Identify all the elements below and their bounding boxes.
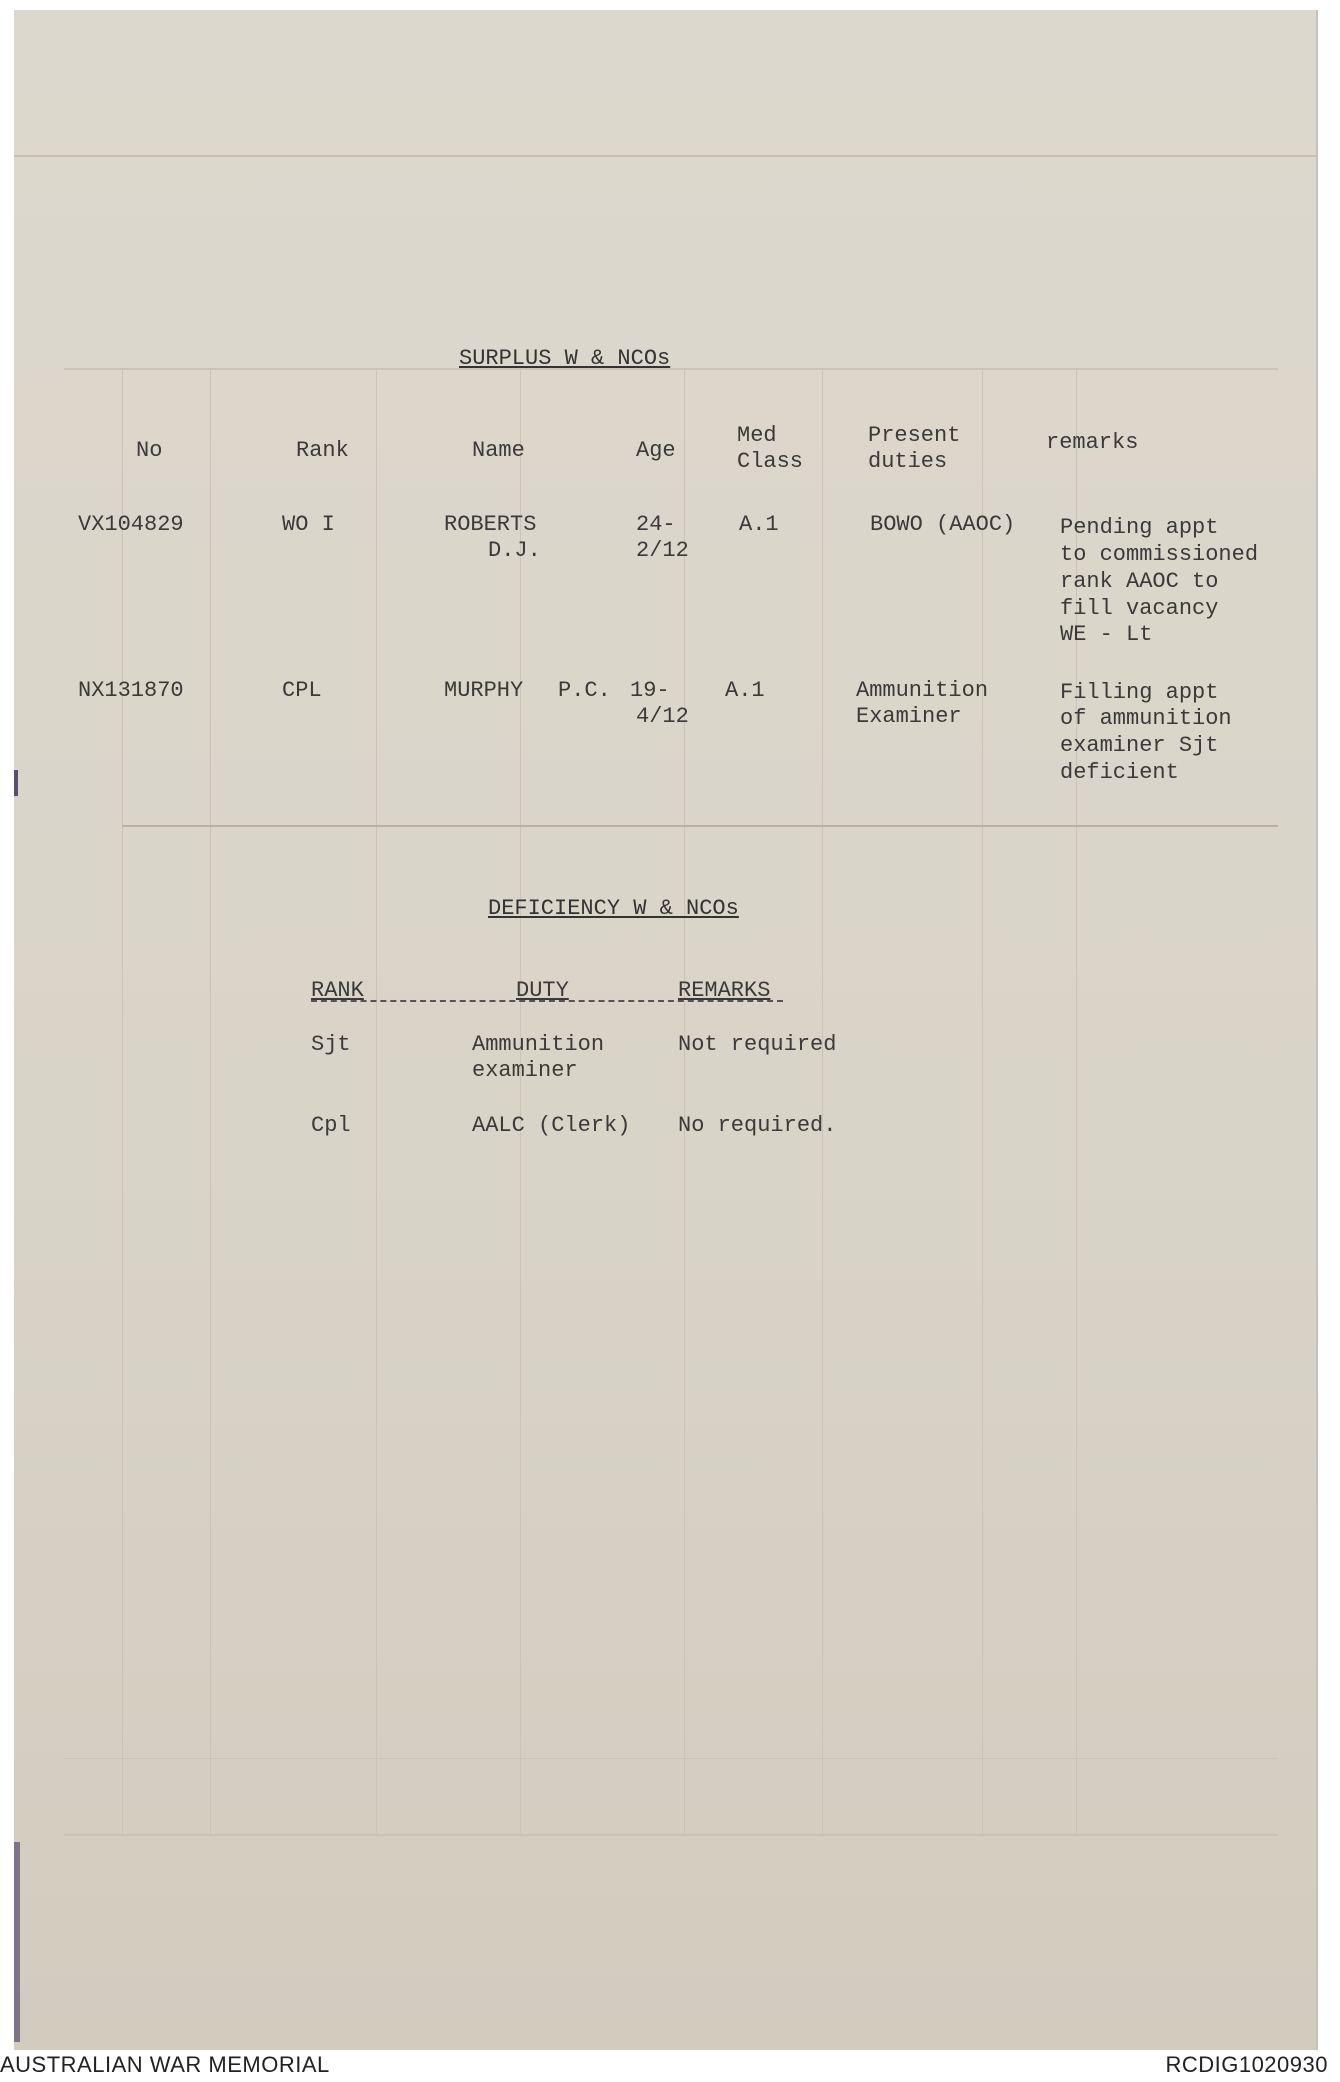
- row2-age-line2: 4/12: [636, 704, 689, 729]
- row1-remarks-line1: Pending appt: [1060, 515, 1219, 540]
- row2-name-line2: P.C.: [558, 678, 611, 703]
- row1-remarks-line2: to commissioned: [1060, 542, 1259, 567]
- def-row2-remarks: No required.: [678, 1113, 837, 1138]
- row2-med-class: A.1: [725, 678, 765, 703]
- def-row1-duty-line1: Ammunition: [472, 1032, 605, 1057]
- row2-present-duties-line2: Examiner: [856, 704, 962, 729]
- col-present-duties-line2: duties: [868, 449, 948, 474]
- def-col-remarks: REMARKS: [678, 978, 771, 1003]
- row2-remarks-line1: Filling appt: [1060, 680, 1219, 705]
- row1-remarks-line3: rank AAOC to: [1060, 569, 1219, 594]
- col-no: No: [136, 438, 163, 463]
- margin-ink-mark: [14, 770, 18, 796]
- def-col-duty: DUTY: [516, 978, 569, 1003]
- row1-remarks-line4: fill vacancy: [1060, 596, 1219, 621]
- row2-present-duties-line1: Ammunition: [856, 678, 989, 703]
- col-age: Age: [636, 438, 676, 463]
- def-col-rank: RANK: [311, 978, 364, 1003]
- row1-remarks-line5: WE - Lt: [1060, 622, 1153, 647]
- def-row1-duty-line2: examiner: [472, 1058, 578, 1083]
- deficiency-heading: DEFICIENCY W & NCOs: [488, 896, 739, 921]
- def-row1-remarks: Not required: [678, 1032, 837, 1057]
- fold-line: [14, 155, 1316, 157]
- col-remarks: remarks: [1046, 430, 1139, 455]
- row1-age-line2: 2/12: [636, 538, 689, 563]
- surplus-heading: SURPLUS W & NCOs: [459, 346, 671, 371]
- def-header-rule: [311, 999, 783, 1002]
- row1-age-line1: 24-: [636, 512, 676, 537]
- row1-name-line2: D.J.: [488, 538, 541, 563]
- row2-name-line1: MURPHY: [444, 678, 524, 703]
- row2-rank: CPL: [282, 678, 322, 703]
- def-row1-rank: Sjt: [311, 1032, 351, 1057]
- def-row2-duty: AALC (Clerk): [472, 1113, 631, 1138]
- row1-name-line1: ROBERTS: [444, 512, 537, 537]
- footer-credit: AUSTRALIAN WAR MEMORIAL: [0, 2052, 330, 2077]
- def-row2-rank: Cpl: [311, 1113, 351, 1138]
- row1-no: VX104829: [78, 512, 184, 537]
- row2-remarks-line2: of ammunition: [1060, 706, 1232, 731]
- row1-rank: WO I: [282, 512, 335, 537]
- col-present-duties-line1: Present: [868, 423, 961, 448]
- col-med-class-line1: Med: [737, 423, 777, 448]
- surplus-table-bottom-rule: [122, 825, 1278, 827]
- margin-ink-mark: [14, 1842, 20, 2042]
- row2-age-line1: 19-: [630, 678, 670, 703]
- footer-id: RCDIG1020930: [1165, 2052, 1328, 2077]
- col-name: Name: [472, 438, 525, 463]
- col-med-class-line2: Class: [737, 449, 804, 474]
- col-rank: Rank: [296, 438, 349, 463]
- row1-med-class: A.1: [739, 512, 779, 537]
- row2-no: NX131870: [78, 678, 184, 703]
- row2-remarks-line3: examiner Sjt: [1060, 733, 1219, 758]
- row2-remarks-line4: deficient: [1060, 760, 1179, 785]
- row1-present-duties: BOWO (AAOC): [870, 512, 1016, 537]
